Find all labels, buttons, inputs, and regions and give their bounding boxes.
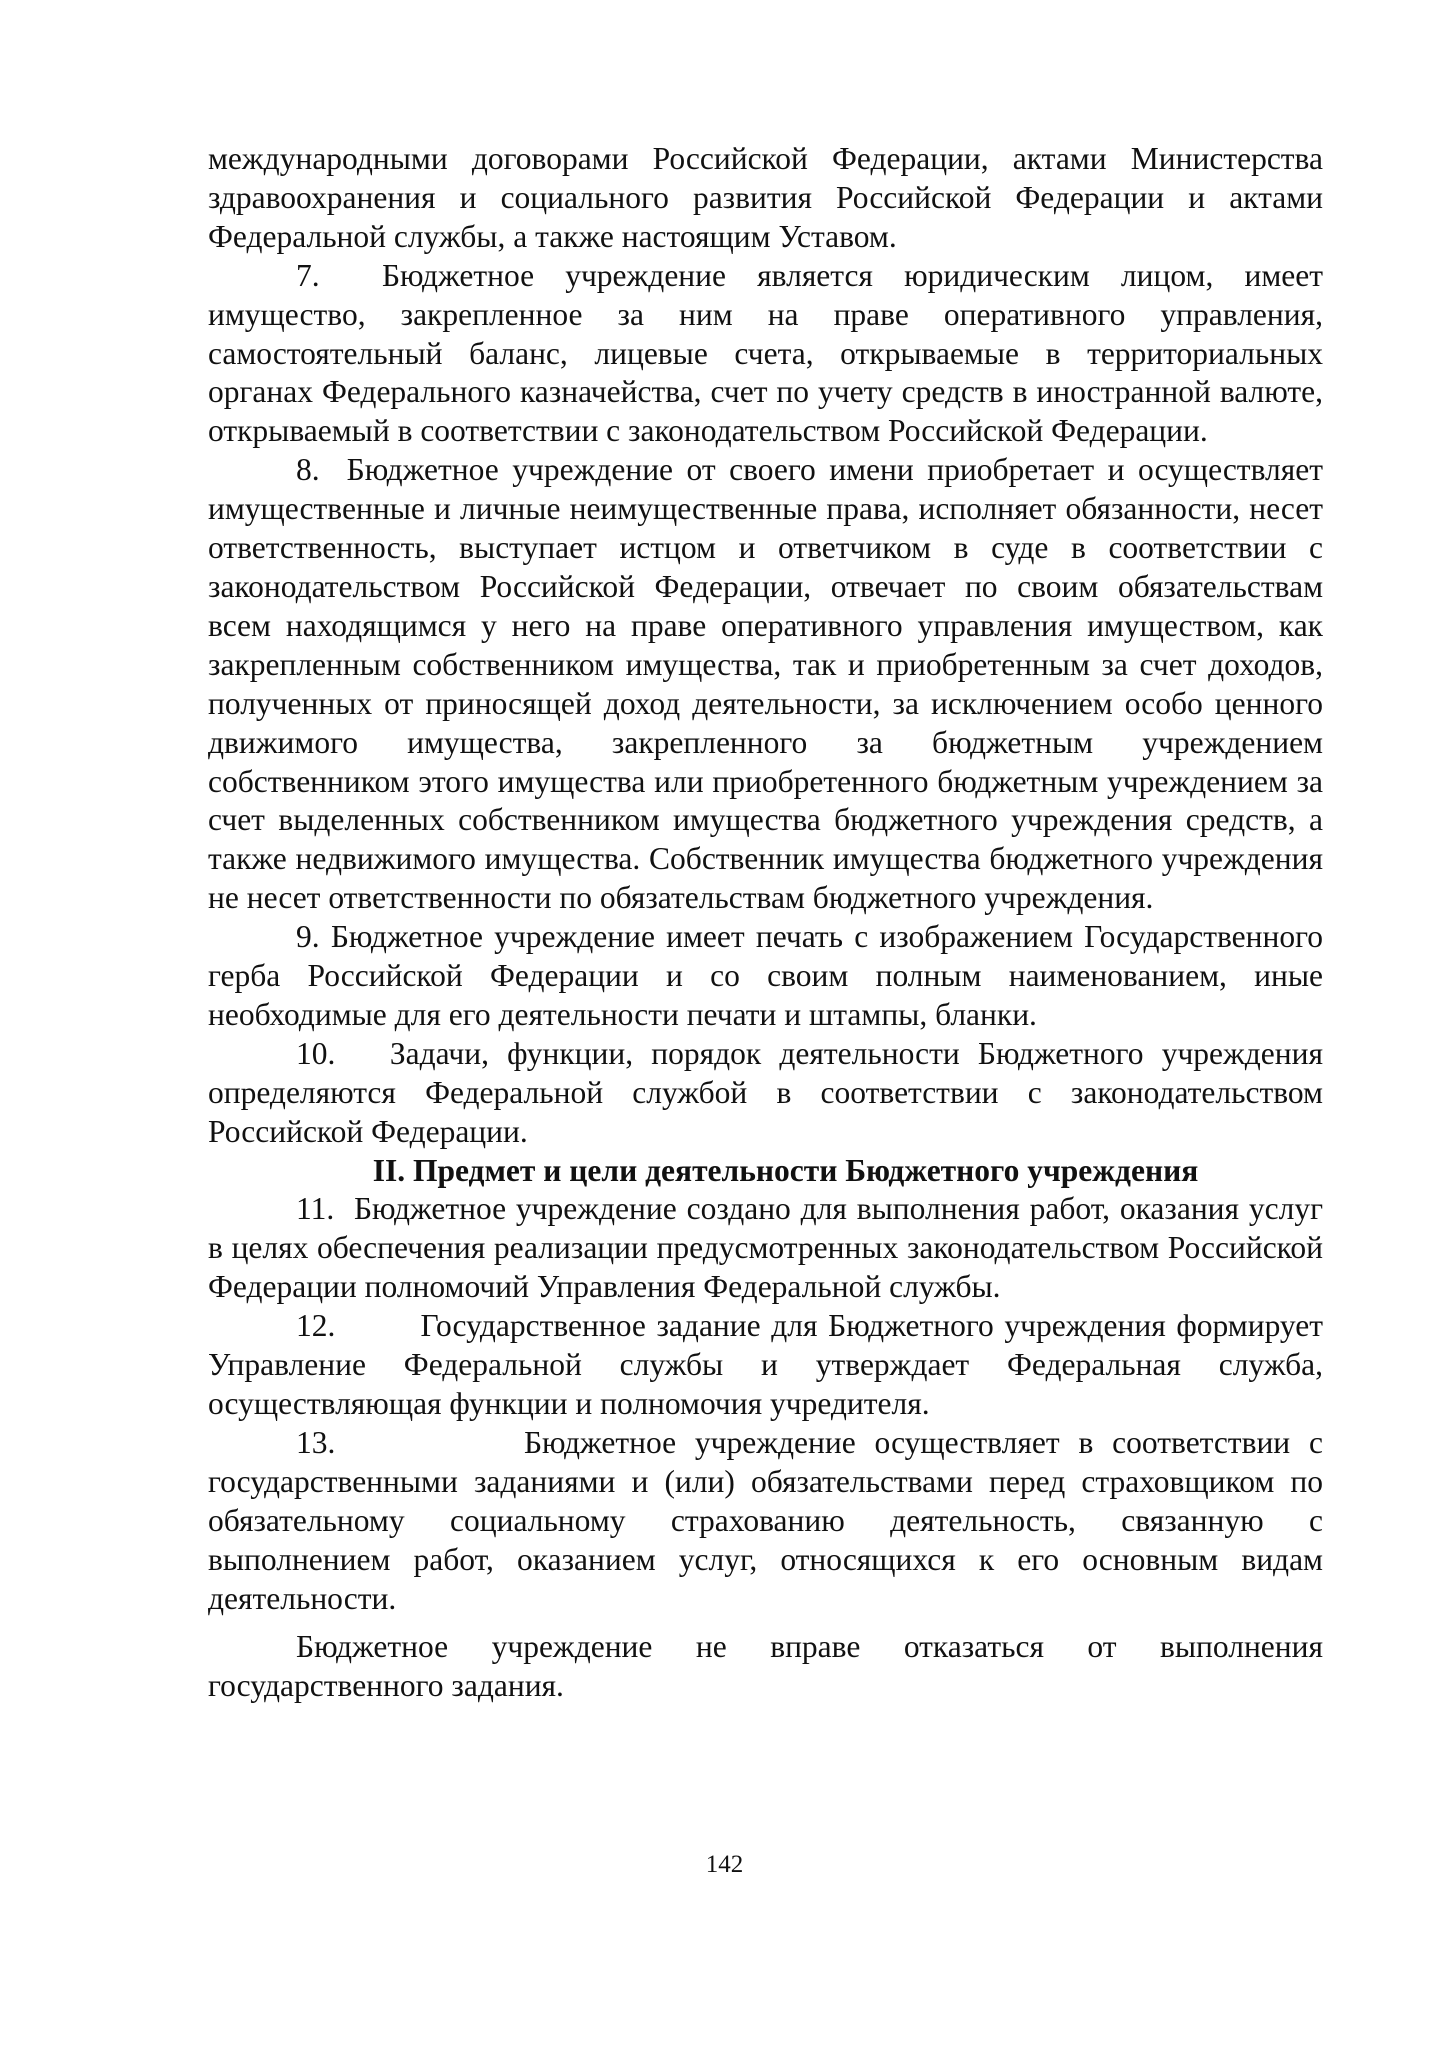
paragraph-text: Бюджетное учреждение имеет печать с изображением Государственного герба Российской Федерации и со своим полным наименованием, иные необходимые для его деятельности печати и штампы, бланки. xyxy=(208,919,1324,1032)
paragraph-text: Бюджетное учреждение является юридическим лицом, имеет имущество, закрепленное за ним на праве оперативного управления, самостоятельный баланс, лицевые счета, открываемые в территориальных органах Федерального казначейства, счет по учету средств в иностранной валюте, открываемый в соответствии с законодательством Российской Федерации. xyxy=(208,257,1323,449)
section-heading: II. Предмет и цели деятельности Бюджетного учреждения xyxy=(372,1152,1199,1188)
item-number: 7. xyxy=(296,257,320,293)
item-number: 12. xyxy=(296,1308,336,1344)
paragraph-text: Бюджетное учреждение от своего имени приобретает и осуществляет имущественные и личные неимущественные права, исполняет обязанности, несет ответственность, выступает истцом и ответчиком в суде в соответствии с законодательством Российской Федерации, отвечает по своим обязательствам всем находящимся у него на праве оперативного управления имуществом, как закрепленным собственником имущества, так и приобретенным за счет доходов, полученных от приносящей доход деятельности, за исключением особо ценного движимого имущества, закрепленного за бюджетным учреждением собственником этого имущества или приобретенного бюджетным учреждением за счет выделенных собственником имущества бюджетного учреждения средств, а также недвижимого имущества. Собственник имущества бюджетного учреждения не несет ответственности по обязательствам бюджетного учреждения. xyxy=(208,452,1323,916)
item-number: 8. xyxy=(296,452,320,488)
item-number: 11. xyxy=(296,1191,335,1227)
page-number: 142 xyxy=(705,1851,744,1878)
document-page xyxy=(208,140,1323,1706)
paragraph-12 xyxy=(208,1307,1323,1424)
paragraph-10 xyxy=(208,1035,1323,1152)
paragraph-text: Бюджетное учреждение создано для выполнения работ, оказания услуг в целях обеспечения реализации предусмотренных законодательством Российской Федерации полномочий Управления Федеральной службы. xyxy=(208,1191,1324,1305)
item-number: 10. xyxy=(296,1035,336,1071)
item-number: 13. xyxy=(296,1424,336,1460)
paragraph-text: Государственное задание для Бюджетного учреждения формирует Управление Федеральной службы и утверждает Федеральная служба, осуществляющая функции и полномочия учредителя. xyxy=(208,1308,1324,1421)
paragraph-13 xyxy=(208,1424,1323,1619)
item-number: 9. xyxy=(296,919,320,955)
paragraph-8 xyxy=(208,451,1323,918)
paragraph-text: Задачи, функции, порядок деятельности Бюджетного учреждения определяются Федеральной службой в соответствии с законодательством Российской Федерации. xyxy=(208,1035,1323,1149)
paragraph-9 xyxy=(208,918,1323,1035)
paragraph-7 xyxy=(208,257,1323,452)
paragraph-text: Бюджетное учреждение осуществляет в соответствии с государственными заданиями и (или) обязательствами перед страховщиком по обязательному социальному страхованию деятельность, связанную с выполнением работ, оказанием услуг, относящихся к его основным видам деятельности. xyxy=(208,1424,1323,1616)
paragraph-continuation: международными договорами Российской Федерации, актами Министерства здравоохранения и социального развития Российской Федерации и актами Федеральной службы, а также настоящим Уставом. xyxy=(208,141,1323,254)
paragraph-final: Бюджетное учреждение не вправе отказаться от выполнения государственного задания. xyxy=(208,1629,1323,1704)
paragraph-11 xyxy=(208,1190,1323,1307)
